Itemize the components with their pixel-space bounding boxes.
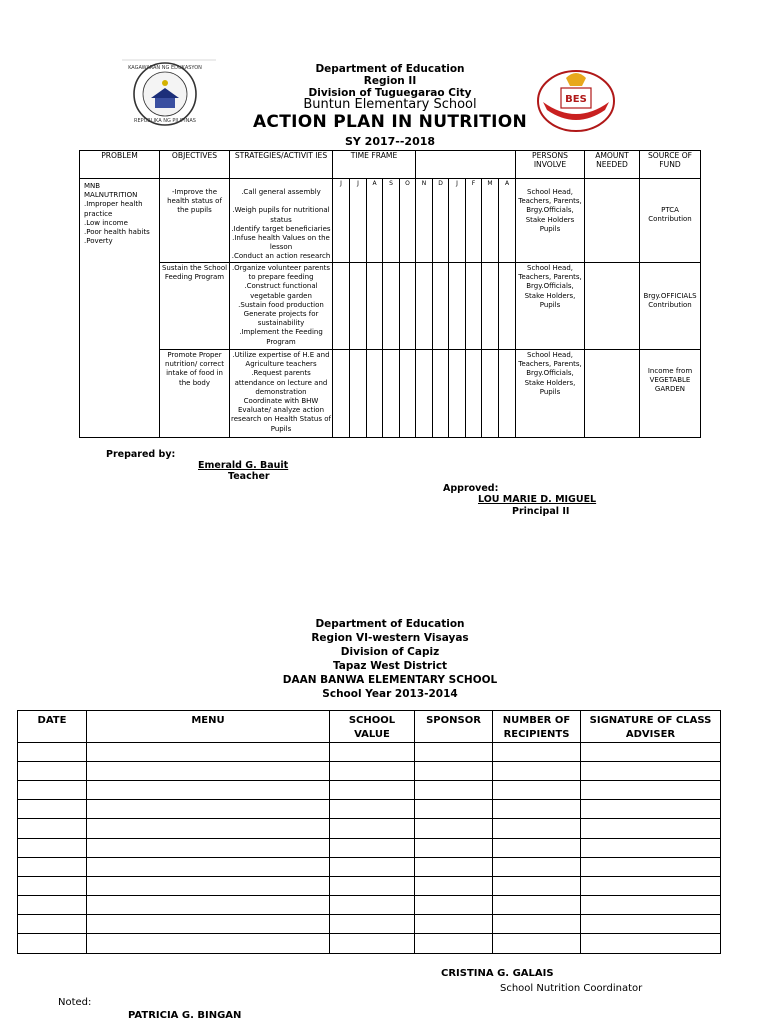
- signature-cell[interactable]: [581, 914, 721, 933]
- sponsor-cell[interactable]: [415, 838, 493, 857]
- col-header-problem: PROBLEM: [80, 151, 160, 179]
- col-header-time-frame-cont: [416, 151, 516, 179]
- recipients-cell[interactable]: [493, 743, 581, 762]
- table-row: [18, 857, 721, 876]
- month-cell: [416, 350, 433, 438]
- sponsor-cell[interactable]: [415, 743, 493, 762]
- approved-label: Approved:: [443, 483, 499, 494]
- table-row: [18, 838, 721, 857]
- sponsor-cell[interactable]: [415, 933, 493, 953]
- header-school: Buntun Elementary School: [303, 97, 477, 112]
- problem-cell: [80, 179, 160, 438]
- month-cell: [449, 263, 466, 350]
- strategies-text: .Call general assembly .Weigh pupils for nutritional status .Identify target beneficiaries .Infuse health Values on the lesson .Conduct an action research: [231, 188, 331, 261]
- school-value-cell[interactable]: [330, 743, 415, 762]
- menu-cell[interactable]: [87, 933, 330, 953]
- recipients-cell[interactable]: [493, 876, 581, 895]
- month-cell: [433, 350, 449, 438]
- menu-cell[interactable]: [87, 762, 330, 781]
- date-cell[interactable]: [18, 857, 87, 876]
- signature-cell[interactable]: [581, 838, 721, 857]
- action-plan-table: [79, 150, 701, 438]
- signature-cell[interactable]: [581, 762, 721, 781]
- persons-text: School Head, Teachers, Parents, Brgy.Officials, Stake Holders Pupils: [518, 188, 582, 233]
- page-title: ACTION PLAN IN NUTRITION: [252, 112, 528, 132]
- table-row: [18, 933, 721, 953]
- menu-cell[interactable]: [87, 895, 330, 914]
- source-cell: [640, 179, 701, 263]
- objective-cell: [160, 263, 230, 350]
- month-cell: A: [367, 179, 383, 263]
- strategies-cell: [230, 263, 333, 350]
- noted-name: PATRICIA G. BINGAN: [128, 1010, 242, 1021]
- school-value-cell[interactable]: [330, 914, 415, 933]
- approved-by-name: LOU MARIE D. MIGUEL: [478, 494, 597, 505]
- sponsor-cell[interactable]: [415, 895, 493, 914]
- sponsor-cell[interactable]: [415, 800, 493, 819]
- col-header-source: SOURCE OF FUND: [640, 151, 701, 179]
- amount-cell: [585, 179, 640, 263]
- month-cell: [482, 350, 499, 438]
- coordinator-name: CRISTINA G. GALAIS: [441, 968, 554, 979]
- school-value-cell[interactable]: [330, 800, 415, 819]
- col-header-amount: AMOUNT NEEDED: [585, 151, 640, 179]
- strategies-text: .Organize volunteer parents to prepare feeding .Construct functional vegetable garden .Sustain food production Generate projects for sustainability .Implement the Feeding Program: [231, 264, 331, 346]
- menu-cell[interactable]: [87, 781, 330, 800]
- month-cell: [383, 350, 400, 438]
- sponsor-cell[interactable]: [415, 857, 493, 876]
- table-row: [18, 781, 721, 800]
- month-cell: [400, 263, 416, 350]
- month-cell: [333, 350, 350, 438]
- noted-label: Noted:: [58, 997, 92, 1008]
- col-header-time-frame: TIME FRAME: [333, 151, 416, 179]
- svg-text:KAGAWARAN NG EDUKASYON: KAGAWARAN NG EDUKASYON: [128, 65, 202, 71]
- date-cell[interactable]: [18, 838, 87, 857]
- month-cell: O: [400, 179, 416, 263]
- col-header-date: DATE: [18, 711, 87, 743]
- header-department: Department of Education: [315, 63, 465, 75]
- coordinator-role: School Nutrition Coordinator: [500, 983, 643, 994]
- month-cell: [482, 263, 499, 350]
- date-cell[interactable]: [18, 743, 87, 762]
- col-header-school-value: SCHOOL VALUE: [330, 711, 415, 743]
- recipients-cell[interactable]: [493, 857, 581, 876]
- month-cell: [499, 350, 516, 438]
- school-value-cell[interactable]: [330, 876, 415, 895]
- school-value-cell[interactable]: [330, 762, 415, 781]
- col-header-menu: MENU: [87, 711, 330, 743]
- signature-cell[interactable]: [581, 876, 721, 895]
- date-cell[interactable]: [18, 876, 87, 895]
- table-row: [18, 819, 721, 838]
- header-region: Region II: [363, 75, 417, 87]
- svg-text:BES: BES: [565, 94, 587, 105]
- strategies-cell: [230, 350, 333, 438]
- objective-cell: [160, 350, 230, 438]
- month-cell: [433, 263, 449, 350]
- month-cell: [416, 263, 433, 350]
- month-cell: [466, 350, 482, 438]
- header2-region: Region VI-western Visayas: [311, 632, 469, 644]
- month-cell: J: [350, 179, 367, 263]
- recipients-cell[interactable]: [493, 800, 581, 819]
- recipients-cell[interactable]: [493, 781, 581, 800]
- month-cell: A: [499, 179, 516, 263]
- table-row: [18, 743, 721, 762]
- recipients-cell[interactable]: [493, 838, 581, 857]
- month-cell: [466, 263, 482, 350]
- col-header-persons: PERSONS INVOLVE: [516, 151, 585, 179]
- col-header-strategies: STRATEGIES/ACTIVIT IES: [230, 151, 333, 179]
- prepared-by-role: Teacher: [228, 471, 270, 482]
- month-cell: J: [333, 179, 350, 263]
- menu-cell[interactable]: [87, 838, 330, 857]
- month-cell: [400, 350, 416, 438]
- school-value-cell[interactable]: [330, 895, 415, 914]
- table-row: [18, 876, 721, 895]
- school-value-cell[interactable]: [330, 933, 415, 953]
- feeding-log-table: [17, 710, 721, 954]
- recipients-cell[interactable]: [493, 914, 581, 933]
- school-value-cell[interactable]: [330, 838, 415, 857]
- persons-cell: [516, 263, 585, 350]
- recipients-cell[interactable]: [493, 762, 581, 781]
- date-cell[interactable]: [18, 800, 87, 819]
- menu-cell[interactable]: [87, 819, 330, 838]
- date-cell[interactable]: [18, 914, 87, 933]
- menu-cell[interactable]: [87, 914, 330, 933]
- school-year: SY 2017--2018: [344, 135, 436, 148]
- objective-text: Promote Proper nutrition/ correct intake of food in the body: [165, 351, 224, 387]
- month-cell: [350, 350, 367, 438]
- source-text: Brgy.OFFICIALS Contribution: [643, 292, 697, 310]
- prepared-by-name: Emerald G. Bauit: [198, 460, 289, 471]
- svg-text:REPUBLIKA NG PILIPINAS: REPUBLIKA NG PILIPINAS: [134, 118, 196, 124]
- signature-cell[interactable]: [581, 933, 721, 953]
- month-cell: [367, 350, 383, 438]
- month-cell: D: [433, 179, 449, 263]
- header2-school-year: School Year 2013-2014: [322, 688, 458, 700]
- sponsor-cell[interactable]: [415, 762, 493, 781]
- signature-cell[interactable]: [581, 781, 721, 800]
- signature-cell[interactable]: [581, 743, 721, 762]
- col-header-signature: SIGNATURE OF CLASS ADVISER: [581, 711, 721, 743]
- school-value-cell[interactable]: [330, 857, 415, 876]
- problem-text: MNB MALNUTRITION .Improper health practice .Low income .Poor health habits .Poverty: [84, 182, 150, 246]
- table-row: [18, 762, 721, 781]
- sponsor-cell[interactable]: [415, 876, 493, 895]
- source-text: PTCA Contribution: [648, 206, 692, 224]
- sponsor-cell[interactable]: [415, 781, 493, 800]
- source-cell: [640, 350, 701, 438]
- month-cell: J: [449, 179, 466, 263]
- month-cell: [367, 263, 383, 350]
- date-cell[interactable]: [18, 895, 87, 914]
- strategies-text: .Utilize expertise of H.E and Agriculture teachers .Request parents attendance on lecture and demonstration Coordinate with BHW Evaluate/ analyze action research on Health Status of Pupils: [231, 351, 331, 433]
- objective-text: -Improve the health status of the pupils: [167, 188, 222, 215]
- persons-cell: [516, 179, 585, 263]
- signature-cell[interactable]: [581, 895, 721, 914]
- recipients-cell[interactable]: [493, 895, 581, 914]
- signature-cell[interactable]: [581, 857, 721, 876]
- date-cell[interactable]: [18, 819, 87, 838]
- header2-division: Division of Capiz: [340, 646, 440, 658]
- month-cell: M: [482, 179, 499, 263]
- objective-text: Sustain the School Feeding Program: [161, 264, 228, 282]
- date-cell[interactable]: [18, 781, 87, 800]
- date-cell[interactable]: [18, 762, 87, 781]
- menu-cell[interactable]: [87, 876, 330, 895]
- amount-cell: [585, 263, 640, 350]
- signature-cell[interactable]: [581, 800, 721, 819]
- header2-district: Tapaz West District: [332, 660, 448, 672]
- month-cell: N: [416, 179, 433, 263]
- objective-cell: [160, 179, 230, 263]
- amount-cell: [585, 350, 640, 438]
- col-header-objectives: OBJECTIVES: [160, 151, 230, 179]
- sponsor-cell[interactable]: [415, 914, 493, 933]
- school-value-cell[interactable]: [330, 819, 415, 838]
- month-cell: [499, 263, 516, 350]
- table-row: [18, 800, 721, 819]
- table-row: [18, 895, 721, 914]
- month-cell: [383, 263, 400, 350]
- persons-cell: [516, 350, 585, 438]
- persons-text: School Head, Teachers, Parents, Brgy.Officials, Stake Holders, Pupils: [518, 351, 582, 396]
- source-cell: [640, 263, 701, 350]
- month-cell: [350, 263, 367, 350]
- recipients-cell[interactable]: [493, 933, 581, 953]
- prepared-by-label: Prepared by:: [106, 449, 176, 460]
- menu-cell[interactable]: [87, 857, 330, 876]
- source-text: Income from VEGETABLE GARDEN: [647, 367, 693, 394]
- month-cell: F: [466, 179, 482, 263]
- header2-department: Department of Education: [315, 618, 465, 630]
- approved-by-role: Principal II: [512, 506, 570, 517]
- recipients-cell[interactable]: [493, 819, 581, 838]
- month-cell: [333, 263, 350, 350]
- col-header-sponsor: SPONSOR: [415, 711, 493, 743]
- header2-school: DAAN BANWA ELEMENTARY SCHOOL: [282, 674, 498, 686]
- signature-cell[interactable]: [581, 819, 721, 838]
- strategies-cell: [230, 179, 333, 263]
- col-header-recipients: NUMBER OF RECIPIENTS: [493, 711, 581, 743]
- month-cell: S: [383, 179, 400, 263]
- date-cell[interactable]: [18, 933, 87, 953]
- month-cell: [449, 350, 466, 438]
- menu-cell[interactable]: [87, 743, 330, 762]
- header-division: Division of Tuguegarao City: [308, 87, 472, 99]
- school-value-cell[interactable]: [330, 781, 415, 800]
- table-row: [18, 914, 721, 933]
- persons-text: School Head, Teachers, Parents, Brgy.Officials, Stake Holders, Pupils: [518, 264, 582, 309]
- sponsor-cell[interactable]: [415, 819, 493, 838]
- menu-cell[interactable]: [87, 800, 330, 819]
